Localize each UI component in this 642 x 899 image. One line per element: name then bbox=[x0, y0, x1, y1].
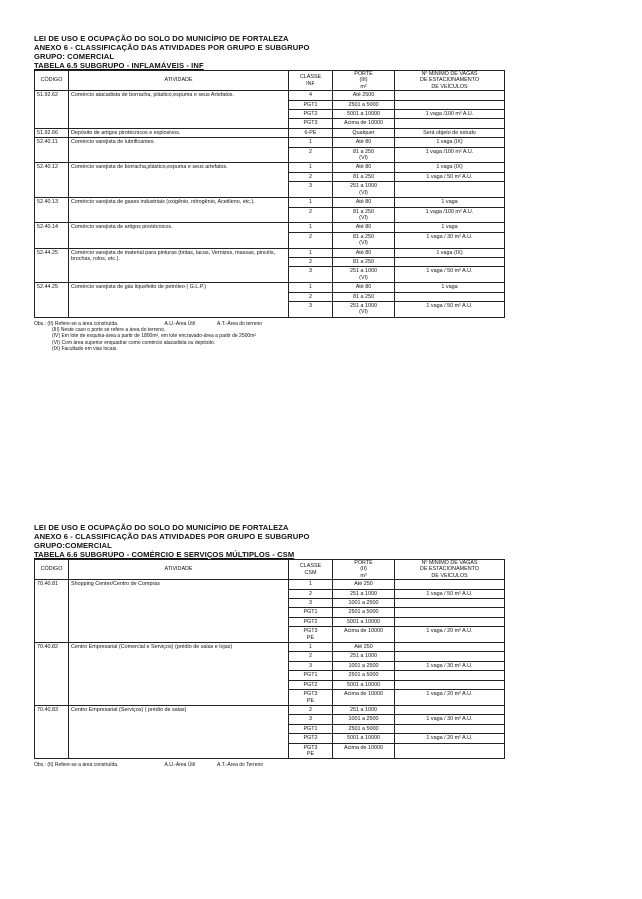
porte-value: 2501 a 5000 bbox=[348, 725, 379, 732]
classe-sub: PE bbox=[306, 750, 315, 757]
porte-cell bbox=[333, 232, 395, 248]
vagas-cell bbox=[395, 643, 505, 652]
activity-code: 51.92.66 bbox=[35, 128, 69, 137]
porte-cell bbox=[333, 608, 395, 617]
vagas-cell: 1 vaga (IX) bbox=[395, 163, 505, 172]
classe-cell bbox=[289, 599, 333, 608]
col-header-atividade: ATIVIDADE bbox=[69, 71, 289, 91]
porte-value: 251 a 1000 bbox=[350, 653, 377, 660]
vagas-cell bbox=[395, 724, 505, 733]
porte-value: 2501 a 5000 bbox=[348, 672, 379, 679]
classe-value: 3 bbox=[309, 600, 312, 607]
section-title-line: ANEXO 6 - CLASSIFICAÇÃO DAS ATIVIDADES POR GRUPO E SUBGRUPO bbox=[34, 43, 310, 52]
col-header-porte bbox=[333, 71, 395, 91]
porte-note: (VI) bbox=[359, 155, 368, 162]
classe-value: 2 bbox=[309, 258, 312, 265]
activity-description: Comércio varejista de borracha,plástico,espuma e seus artefatos. bbox=[69, 163, 289, 198]
col-header-vagas-line: DE ESTACIONAMENTO bbox=[419, 566, 480, 573]
porte-cell bbox=[333, 257, 395, 266]
vagas-cell bbox=[395, 580, 505, 589]
vagas-cell bbox=[395, 652, 505, 661]
porte-cell bbox=[333, 734, 395, 743]
vagas-cell: 1 vaga / 20 m² A.U. bbox=[395, 627, 505, 643]
vagas-cell: 1 vaga / 50 m² A.U. bbox=[395, 267, 505, 283]
porte-cell bbox=[333, 91, 395, 100]
classe-value: PGT3 bbox=[303, 120, 318, 127]
footnote-text: (VI) Com área superior enquadrar como comércio atacadista ou depósito. bbox=[52, 339, 216, 346]
table-row bbox=[35, 248, 505, 257]
table-title: TABELA 6.5 SUBGRUPO - INFLAMÁVEIS - INF bbox=[34, 61, 204, 70]
porte-value: 5001 a 10000 bbox=[347, 111, 380, 118]
classe-cell bbox=[289, 110, 333, 119]
vagas-cell: 1 vaga (IX) bbox=[395, 248, 505, 257]
porte-note: (VI) bbox=[359, 240, 368, 247]
porte-cell bbox=[333, 110, 395, 119]
activities-table bbox=[34, 70, 505, 318]
porte-note: (VI) bbox=[359, 189, 368, 196]
classe-value: 2 bbox=[309, 233, 312, 240]
table-header-row bbox=[35, 71, 505, 91]
vagas-cell: 1 vaga bbox=[395, 198, 505, 207]
classe-value: PGT3 bbox=[303, 628, 318, 635]
footnotes bbox=[34, 321, 504, 352]
footnote-at: A.T.-Área do terreno bbox=[217, 320, 263, 327]
porte-value: Acima de 10000 bbox=[344, 691, 383, 698]
col-header-vagas-line: Nº MÍNIMO DE VAGAS bbox=[421, 560, 478, 566]
table-row bbox=[35, 163, 505, 172]
classe-cell bbox=[289, 743, 333, 759]
classe-cell bbox=[289, 207, 333, 223]
porte-value: Até 80 bbox=[355, 139, 372, 146]
activity-code: 51.92.62 bbox=[35, 91, 69, 129]
activity-description: Comércio atacadista de borracha, plástico,espuma e seus Artefatos. bbox=[69, 91, 289, 129]
col-header-codigo: CÓDIGO bbox=[35, 560, 69, 580]
classe-cell bbox=[289, 257, 333, 266]
classe-value: 1 bbox=[309, 581, 312, 588]
porte-value: Acima de 10000 bbox=[344, 744, 383, 751]
classe-cell bbox=[289, 119, 333, 128]
porte-value: Até 2500 bbox=[352, 92, 375, 99]
col-header-vagas bbox=[395, 71, 505, 91]
classe-value: 2 bbox=[309, 653, 312, 660]
classe-value: PGT2 bbox=[303, 735, 318, 742]
table-row bbox=[35, 283, 505, 292]
activities-table bbox=[34, 559, 505, 759]
classe-value: 1 bbox=[309, 284, 312, 291]
classe-value: 2 bbox=[309, 148, 312, 155]
vagas-cell: 1 vaga bbox=[395, 283, 505, 292]
col-header-classe bbox=[289, 560, 333, 580]
classe-value: 1 bbox=[309, 249, 312, 256]
vagas-cell bbox=[395, 608, 505, 617]
classe-value: PGT2 bbox=[303, 618, 318, 625]
classe-cell bbox=[289, 267, 333, 283]
vagas-cell: 1 vaga / 50 m² A.U. bbox=[395, 172, 505, 181]
col-header-vagas-line: DE VEÍCULOS bbox=[431, 572, 468, 579]
classe-value: 2 bbox=[309, 590, 312, 597]
classe-value: 1 bbox=[309, 224, 312, 231]
vagas-cell bbox=[395, 671, 505, 680]
classe-value: PGT1 bbox=[303, 609, 318, 616]
col-header-vagas-line: Nº MÍNIMO DE VAGAS bbox=[421, 71, 478, 77]
porte-cell bbox=[333, 599, 395, 608]
activity-code: 52.40.12 bbox=[35, 163, 69, 198]
classe-value: 3 bbox=[309, 268, 312, 275]
col-header-classe-line: CSM bbox=[304, 569, 317, 576]
porte-value: 251 a 1000 bbox=[350, 706, 377, 713]
activity-description: Comércio varejista de gases industriais (oxigênio, nitrogênio, Acetileno, etc.). bbox=[69, 198, 289, 223]
activity-code: 52.40.14 bbox=[35, 223, 69, 248]
footnote-text: Obs.: (II) Refere-se a área construída. bbox=[34, 762, 119, 769]
classe-value: 2 bbox=[309, 173, 312, 180]
vagas-cell: 1 vaga / 50 m² A.U. bbox=[395, 589, 505, 598]
col-header-atividade: ATIVIDADE bbox=[69, 560, 289, 580]
classe-sub: PE bbox=[306, 634, 315, 641]
classe-cell bbox=[289, 690, 333, 706]
vagas-cell: 1 vaga / 20 m² A.U. bbox=[395, 690, 505, 706]
porte-value: 1001 a 2500 bbox=[348, 716, 379, 723]
vagas-cell: 1 vaga /100 m² A.U. bbox=[395, 110, 505, 119]
porte-cell bbox=[333, 671, 395, 680]
vagas-cell bbox=[395, 599, 505, 608]
section-title-line: GRUPO: COMERCIAL bbox=[34, 52, 115, 61]
porte-value: Até 80 bbox=[355, 284, 372, 291]
col-header-classe-line: INF bbox=[306, 80, 315, 87]
col-header-classe-line: CLASSE bbox=[299, 74, 322, 81]
porte-cell bbox=[333, 223, 395, 232]
porte-value: 251 a 1000 bbox=[350, 268, 377, 275]
porte-note: (VI) bbox=[359, 214, 368, 221]
footnote-text: Obs.: (II) Refere-se a área construída. bbox=[34, 320, 119, 327]
porte-cell bbox=[333, 715, 395, 724]
classe-value: 1 bbox=[309, 164, 312, 171]
footnote-au: A.U.-Área Útil bbox=[164, 320, 196, 327]
porte-cell bbox=[333, 690, 395, 706]
classe-value: 2 bbox=[309, 706, 312, 713]
porte-cell bbox=[333, 128, 395, 137]
activity-code: 52.44.25 bbox=[35, 283, 69, 318]
porte-note: (VI) bbox=[359, 274, 368, 281]
classe-value: PGT2 bbox=[303, 681, 318, 688]
footnote-text: (III) Neste caso o porte se refere a área do terreno. bbox=[52, 327, 166, 334]
porte-cell bbox=[333, 172, 395, 181]
vagas-cell: 1 vaga / 50 m² A.U. bbox=[395, 301, 505, 317]
porte-value: Até 250 bbox=[354, 644, 373, 651]
porte-cell bbox=[333, 652, 395, 661]
vagas-cell: Será objeto de estudo bbox=[395, 128, 505, 137]
vagas-cell bbox=[395, 182, 505, 198]
vagas-cell: 1 vaga /100 m² A.U. bbox=[395, 147, 505, 163]
activity-description: Depósito de artigos pirotécnicos e explosivos. bbox=[69, 128, 289, 137]
porte-cell bbox=[333, 680, 395, 689]
classe-cell bbox=[289, 627, 333, 643]
classe-cell bbox=[289, 232, 333, 248]
classe-value: PGT3 bbox=[303, 744, 318, 751]
classe-value: 3 bbox=[309, 183, 312, 190]
porte-cell bbox=[333, 661, 395, 670]
porte-cell bbox=[333, 301, 395, 317]
porte-value: 251 a 1000 bbox=[350, 302, 377, 309]
col-header-vagas-line: DE VEÍCULOS bbox=[431, 83, 468, 90]
porte-value: 5001 a 10000 bbox=[347, 681, 380, 688]
porte-cell bbox=[333, 283, 395, 292]
col-header-vagas bbox=[395, 560, 505, 580]
porte-note: (VI) bbox=[359, 309, 368, 316]
footnotes bbox=[34, 762, 504, 768]
porte-value: 1001 a 2500 bbox=[348, 600, 379, 607]
porte-value: Qualquer bbox=[352, 129, 375, 136]
section-title-line: GRUPO:COMERCIAL bbox=[34, 541, 112, 550]
footnote-line bbox=[34, 762, 504, 768]
classe-cell bbox=[289, 734, 333, 743]
porte-cell bbox=[333, 743, 395, 759]
porte-value: 2501 a 5000 bbox=[348, 101, 379, 108]
table-header-row bbox=[35, 560, 505, 580]
classe-cell bbox=[289, 589, 333, 598]
porte-cell bbox=[333, 147, 395, 163]
porte-cell bbox=[333, 163, 395, 172]
classe-cell bbox=[289, 100, 333, 109]
classe-value: 1 bbox=[309, 199, 312, 206]
activity-description: Comércio varejista de artigos pirotécnicos. bbox=[69, 223, 289, 248]
col-header-porte bbox=[333, 560, 395, 580]
classe-cell bbox=[289, 172, 333, 181]
porte-cell bbox=[333, 724, 395, 733]
activity-description: Comércio varejista de lubrificantes. bbox=[69, 138, 289, 163]
porte-cell bbox=[333, 119, 395, 128]
porte-value: 81 a 250 bbox=[353, 233, 374, 240]
porte-value: 81 a 250 bbox=[353, 293, 374, 300]
activity-description: Centro Empresarial (Comercial e Serviços) (prédio de salas e lojas) bbox=[69, 643, 289, 706]
table-row bbox=[35, 580, 505, 589]
vagas-cell: 1 vaga /100 m² A.U. bbox=[395, 207, 505, 223]
porte-cell bbox=[333, 198, 395, 207]
activity-code: 70.40.81 bbox=[35, 580, 69, 643]
porte-cell bbox=[333, 248, 395, 257]
porte-cell bbox=[333, 182, 395, 198]
footnote-at: A.T.-Área do Terreno bbox=[217, 762, 264, 769]
porte-value: 81 a 250 bbox=[353, 148, 374, 155]
porte-value: Até 250 bbox=[354, 581, 373, 588]
table-row bbox=[35, 91, 505, 100]
vagas-cell: 1 vaga / 20 m² A.U. bbox=[395, 734, 505, 743]
porte-cell bbox=[333, 100, 395, 109]
classe-cell bbox=[289, 163, 333, 172]
col-header-classe-line: CLASSE bbox=[299, 563, 322, 570]
porte-value: Acima de 10000 bbox=[344, 628, 383, 635]
col-header-porte-line: PORTE bbox=[354, 560, 373, 566]
table-row bbox=[35, 643, 505, 652]
classe-cell bbox=[289, 147, 333, 163]
classe-value: 2 bbox=[309, 293, 312, 300]
classe-value: 6-PE bbox=[304, 129, 317, 136]
table-row bbox=[35, 705, 505, 714]
vagas-cell bbox=[395, 705, 505, 714]
table-row bbox=[35, 138, 505, 147]
classe-cell bbox=[289, 580, 333, 589]
activity-description: Shopping Center/Centro de Compras bbox=[69, 580, 289, 643]
classe-cell bbox=[289, 661, 333, 670]
vagas-cell bbox=[395, 617, 505, 626]
classe-cell bbox=[289, 248, 333, 257]
porte-cell bbox=[333, 589, 395, 598]
activity-description: Comércio varejista de gás liquefeito de petróleo ( G.L.P.) bbox=[69, 283, 289, 318]
classe-value: 3 bbox=[309, 302, 312, 309]
vagas-cell bbox=[395, 292, 505, 301]
classe-value: 1 bbox=[309, 644, 312, 651]
activity-code: 52.44.25 bbox=[35, 248, 69, 283]
porte-cell bbox=[333, 292, 395, 301]
col-header-classe bbox=[289, 71, 333, 91]
porte-cell bbox=[333, 267, 395, 283]
table-row bbox=[35, 128, 505, 137]
classe-value: 1 bbox=[309, 139, 312, 146]
classe-value: PGT1 bbox=[303, 672, 318, 679]
table-title: TABELA 6.6 SUBGRUPO - COMÉRCIO E SERVIÇOS MÚLTIPLOS - CSM bbox=[34, 550, 295, 559]
classe-cell bbox=[289, 292, 333, 301]
porte-value: Até 80 bbox=[355, 224, 372, 231]
col-header-vagas-line: DE ESTACIONAMENTO bbox=[419, 77, 480, 84]
classe-cell bbox=[289, 608, 333, 617]
classe-sub: PE bbox=[306, 697, 315, 704]
porte-value: Acima de 10000 bbox=[344, 120, 383, 127]
porte-value: 81 a 250 bbox=[353, 173, 374, 180]
col-header-porte-line: (III) bbox=[359, 77, 368, 84]
vagas-cell bbox=[395, 743, 505, 759]
classe-cell bbox=[289, 680, 333, 689]
classe-cell bbox=[289, 128, 333, 137]
classe-cell bbox=[289, 138, 333, 147]
footnote-text: (IX) Facultado em vias locais. bbox=[52, 345, 118, 352]
activity-code: 52.40.11 bbox=[35, 138, 69, 163]
vagas-cell bbox=[395, 680, 505, 689]
vagas-cell: 1 vaga (IX) bbox=[395, 138, 505, 147]
classe-value: 3 bbox=[309, 662, 312, 669]
activity-code: 70.40.83 bbox=[35, 705, 69, 758]
classe-cell bbox=[289, 301, 333, 317]
classe-cell bbox=[289, 617, 333, 626]
col-header-porte-line: (II) bbox=[360, 566, 367, 573]
footnote-line bbox=[34, 346, 504, 352]
col-header-porte-line: m² bbox=[360, 572, 367, 579]
porte-value: 81 a 250 bbox=[353, 208, 374, 215]
porte-value: Até 80 bbox=[355, 249, 372, 256]
vagas-cell bbox=[395, 119, 505, 128]
classe-cell bbox=[289, 198, 333, 207]
vagas-cell bbox=[395, 257, 505, 266]
classe-cell bbox=[289, 724, 333, 733]
col-header-porte-line: m² bbox=[360, 83, 367, 90]
classe-value: PGT2 bbox=[303, 111, 318, 118]
footnote-au: A.U.-Área Útil bbox=[164, 762, 196, 769]
porte-value: 251 a 1000 bbox=[350, 590, 377, 597]
classe-value: 4 bbox=[309, 92, 312, 99]
vagas-cell bbox=[395, 91, 505, 100]
porte-value: 1001 a 2500 bbox=[348, 662, 379, 669]
porte-cell bbox=[333, 643, 395, 652]
col-header-porte-line: PORTE bbox=[354, 71, 373, 77]
porte-value: Até 80 bbox=[355, 199, 372, 206]
classe-cell bbox=[289, 652, 333, 661]
section-title-line: LEI DE USO E OCUPAÇÃO DO SOLO DO MUNICÍPIO DE FORTALEZA bbox=[34, 34, 289, 43]
col-header-codigo: CÓDIGO bbox=[35, 71, 69, 91]
porte-value: 2501 a 5000 bbox=[348, 609, 379, 616]
classe-cell bbox=[289, 643, 333, 652]
porte-cell bbox=[333, 207, 395, 223]
porte-value: 251 a 1000 bbox=[350, 183, 377, 190]
porte-value: Até 80 bbox=[355, 164, 372, 171]
vagas-cell bbox=[395, 100, 505, 109]
table-row bbox=[35, 223, 505, 232]
classe-value: PGT1 bbox=[303, 101, 318, 108]
classe-cell bbox=[289, 715, 333, 724]
footnote-text: (IV) Em lote de esquina-área a partir de 1800m², em lote encravado-área a partir de 2500m² bbox=[52, 333, 256, 340]
vagas-cell: 1 vaga / 30 m² A.U. bbox=[395, 232, 505, 248]
classe-cell bbox=[289, 671, 333, 680]
activity-code: 70.40.82 bbox=[35, 643, 69, 706]
classe-cell bbox=[289, 283, 333, 292]
classe-value: PGT3 bbox=[303, 691, 318, 698]
porte-cell bbox=[333, 580, 395, 589]
table-section-inflamaveis bbox=[34, 34, 504, 352]
porte-value: 5001 a 10000 bbox=[347, 735, 380, 742]
porte-cell bbox=[333, 705, 395, 714]
classe-value: 3 bbox=[309, 716, 312, 723]
classe-cell bbox=[289, 705, 333, 714]
activity-description: Comércio varejista de material para pinturas (tintas, lacas, Vernizes, massas, pincéis, brochas, rolos, etc.). bbox=[69, 248, 289, 283]
vagas-cell: 1 vaga / 30 m² A.U. bbox=[395, 715, 505, 724]
porte-cell bbox=[333, 627, 395, 643]
classe-cell bbox=[289, 223, 333, 232]
porte-value: 5001 a 10000 bbox=[347, 618, 380, 625]
table-section-comercio-servicos-multiplos bbox=[34, 523, 504, 769]
classe-value: 2 bbox=[309, 208, 312, 215]
classe-cell bbox=[289, 182, 333, 198]
section-title-line: LEI DE USO E OCUPAÇÃO DO SOLO DO MUNICÍPIO DE FORTALEZA bbox=[34, 523, 289, 532]
section-title-line: ANEXO 6 - CLASSIFICAÇÃO DAS ATIVIDADES POR GRUPO E SUBGRUPO bbox=[34, 532, 310, 541]
classe-value: PGT1 bbox=[303, 725, 318, 732]
porte-cell bbox=[333, 138, 395, 147]
classe-cell bbox=[289, 91, 333, 100]
table-row bbox=[35, 198, 505, 207]
activity-code: 52.40.13 bbox=[35, 198, 69, 223]
activity-description: Centro Empresarial (Serviços) ( prédio de salas) bbox=[69, 705, 289, 758]
porte-value: 81 a 250 bbox=[353, 258, 374, 265]
vagas-cell: 1 vaga bbox=[395, 223, 505, 232]
vagas-cell: 1 vaga / 30 m² A.U. bbox=[395, 661, 505, 670]
porte-cell bbox=[333, 617, 395, 626]
